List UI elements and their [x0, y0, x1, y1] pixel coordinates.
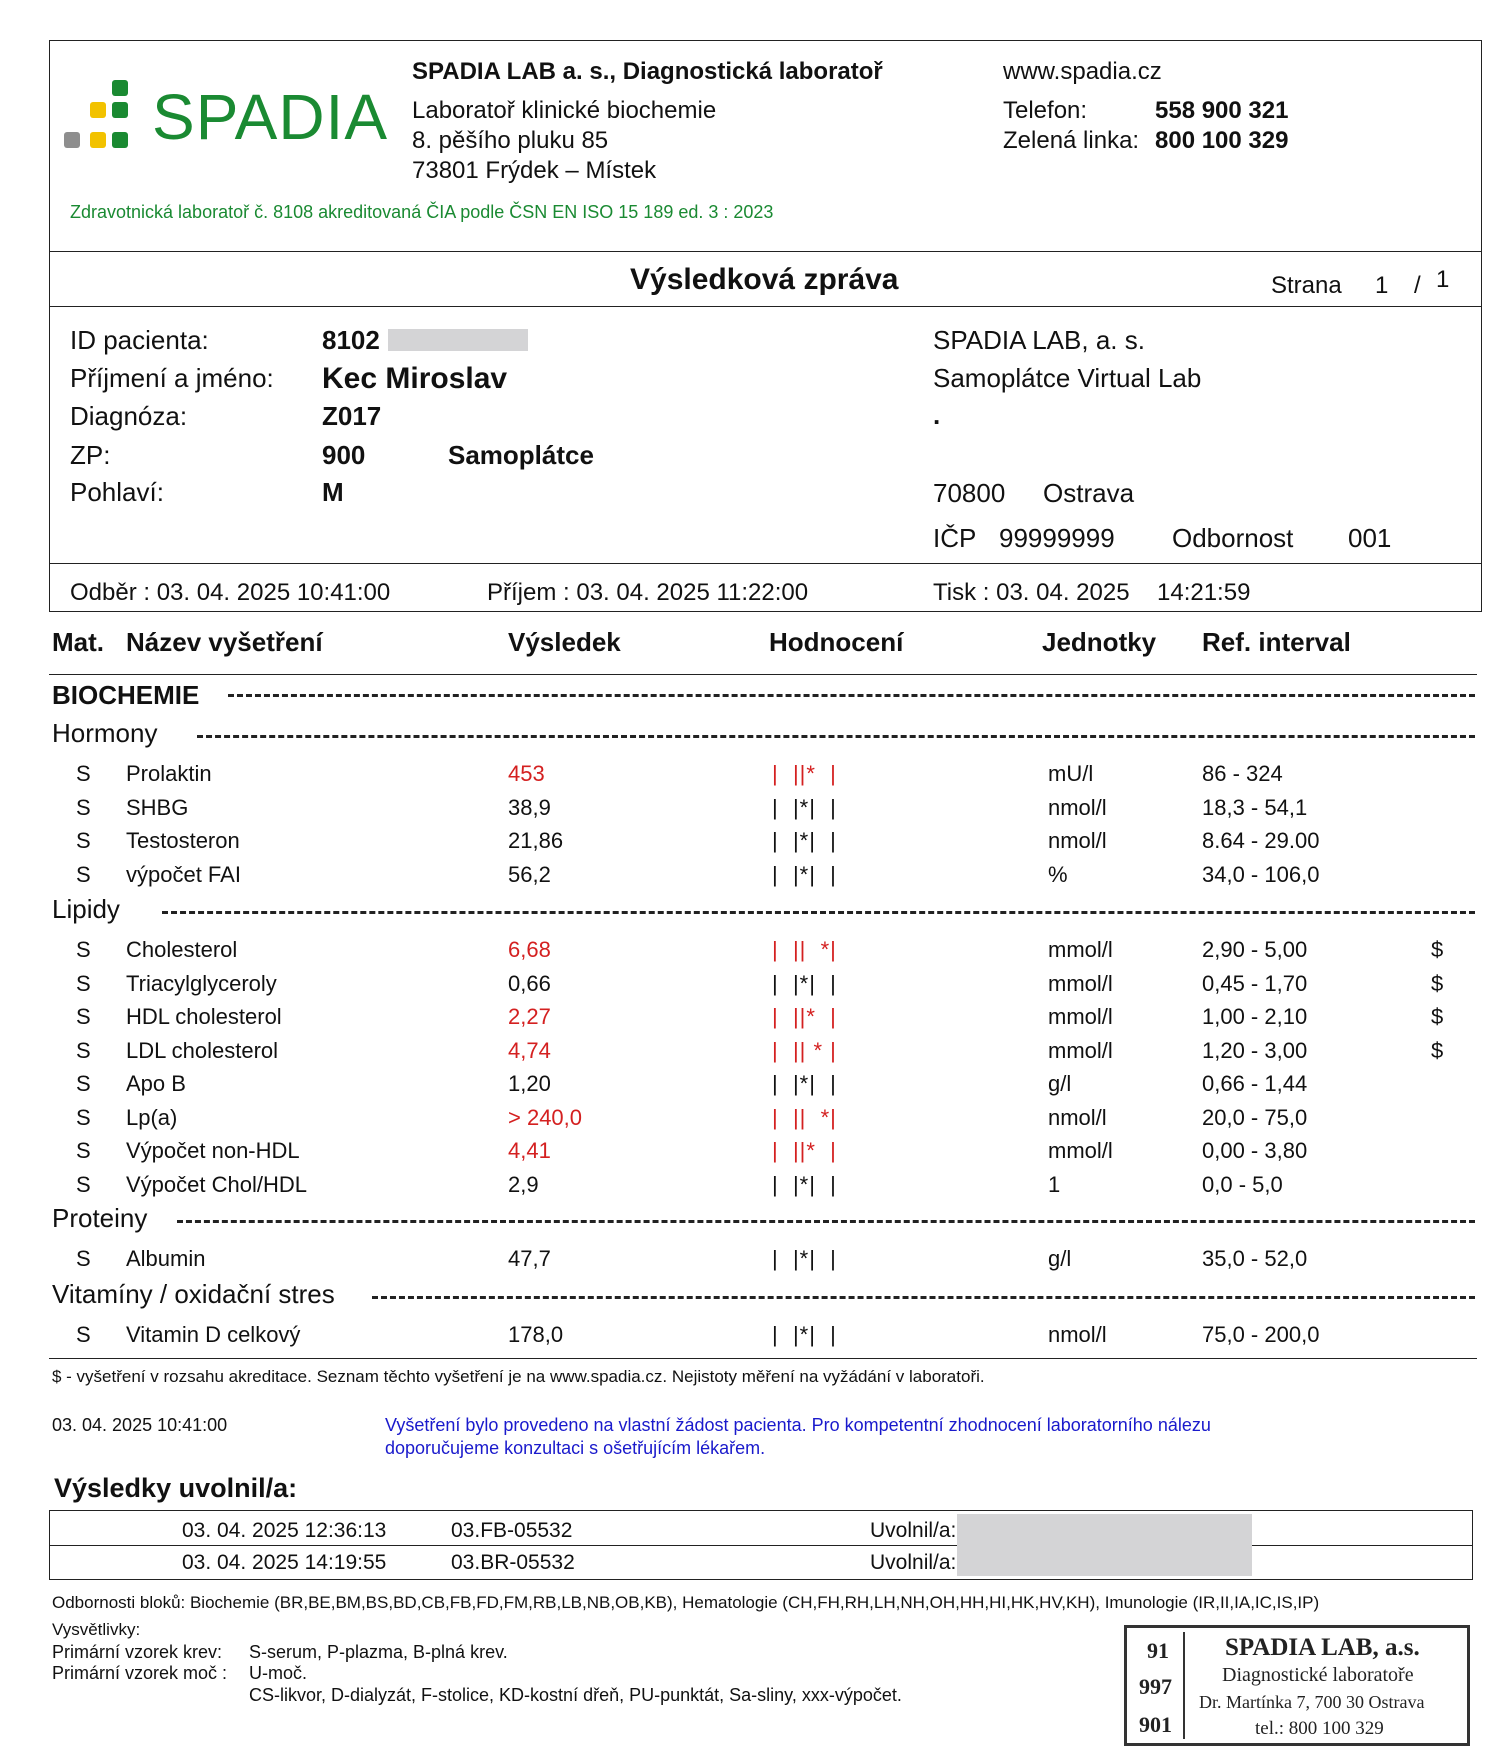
cell-ref: 1,00 - 2,10	[1202, 1004, 1308, 1029]
page-separator: /	[1414, 272, 1421, 299]
address-line: 73801 Frýdek – Místek	[412, 157, 657, 184]
cell-ref: 35,0 - 52,0	[1202, 1246, 1308, 1271]
cell-ref: 0,0 - 5,0	[1202, 1171, 1283, 1197]
logo-square	[90, 132, 106, 148]
release-code: 03.FB-05532	[451, 1519, 573, 1542]
redacted-block	[388, 329, 528, 351]
collection-date: Odběr : 03. 04. 2025 10:41:00	[70, 579, 391, 606]
stamp-code: 997	[1139, 1674, 1172, 1699]
diagnosis: Z017	[322, 401, 382, 431]
cell-eval: | ||* |	[772, 1004, 837, 1029]
hotline: 800 100 329	[1155, 127, 1289, 154]
cell-eval: | |*| |	[772, 794, 837, 820]
release-title: Výsledky uvolnil/a:	[54, 1473, 298, 1503]
address-line: 8. pěšího pluku 85	[412, 127, 609, 154]
cell-result: 47,7	[508, 1246, 551, 1271]
cell-ref: 8.64 - 29.00	[1202, 828, 1320, 853]
cell-result: 6,68	[508, 937, 551, 962]
release-datetime: 03. 04. 2025 14:19:55	[182, 1551, 387, 1574]
legend-other: CS-likvor, D-dialyzát, F-stolice, KD-kostní dřeň, PU-punktát, Sa-sliny, xxx-výpočet.	[249, 1685, 902, 1705]
cell-mat: S	[76, 1071, 91, 1096]
cell-flag: $	[1431, 937, 1444, 962]
group-title: Lipidy	[52, 894, 120, 924]
cell-ref: 75,0 - 200,0	[1202, 1322, 1320, 1347]
cell-result: 4,74	[508, 1037, 551, 1063]
cell-units: mmol/l	[1048, 970, 1113, 996]
insurer-code: 900	[322, 440, 366, 470]
sender-city: Ostrava	[1043, 478, 1135, 508]
logo-square	[112, 102, 128, 118]
print-date: Tisk : 03. 04. 2025	[933, 579, 1130, 606]
legend-urine-label: Primární vzorek moč :	[52, 1663, 228, 1683]
table-bottom-divider	[49, 1358, 1477, 1359]
group-title: Vitamíny / oxidační stres	[52, 1279, 335, 1309]
page-current: 1	[1375, 272, 1389, 299]
redacted-block	[957, 1514, 1252, 1576]
cell-name: Albumin	[126, 1246, 206, 1271]
cell-result: > 240,0	[508, 1104, 583, 1130]
release-datetime: 03. 04. 2025 12:36:13	[182, 1519, 387, 1542]
receipt-date: Příjem : 03. 04. 2025 11:22:00	[487, 579, 809, 606]
cell-mat: S	[76, 1246, 91, 1271]
cell-name: Apo B	[126, 1071, 186, 1096]
cell-units: nmol/l	[1048, 794, 1107, 820]
cell-eval: | |*| |	[772, 970, 837, 996]
cell-name: Výpočet non-HDL	[126, 1138, 300, 1163]
cell-mat: S	[76, 761, 91, 786]
website[interactable]: www.spadia.cz	[1003, 58, 1162, 85]
stamp-name: SPADIA LAB, a.s.	[1225, 1634, 1420, 1661]
release-code: 03.BR-05532	[451, 1551, 575, 1574]
patient-name: Kec Miroslav	[322, 362, 508, 395]
cell-units: mmol/l	[1048, 1138, 1113, 1163]
table-header-divider	[49, 674, 1477, 675]
release-divider	[49, 1545, 1473, 1546]
cell-eval: | ||* |	[772, 761, 837, 786]
patient-divider	[49, 563, 1482, 564]
stamp-line: Dr. Martínka 7, 700 30 Ostrava	[1199, 1692, 1425, 1712]
cell-ref: 34,0 - 106,0	[1202, 861, 1320, 887]
cell-result: 0,66	[508, 970, 551, 996]
cell-ref: 0,45 - 1,70	[1202, 970, 1308, 996]
cell-name: Výpočet Chol/HDL	[126, 1171, 307, 1197]
sender-line3: .	[933, 400, 941, 430]
company-name: SPADIA LAB a. s., Diagnostická laboratoř	[412, 58, 883, 85]
cell-ref: 20,0 - 75,0	[1202, 1104, 1308, 1130]
cell-result: 38,9	[508, 794, 551, 820]
cell-mat: S	[76, 794, 91, 820]
note-line: Vyšetření bylo provedeno na vlastní žádost pacienta. Pro kompetentní zhodnocení laboratorního nálezu	[385, 1415, 1211, 1435]
cell-units: %	[1048, 861, 1068, 887]
logo-text: SPADIA	[152, 81, 388, 153]
cell-result: 21,86	[508, 828, 564, 853]
accreditation: Zdravotnická laboratoř č. 8108 akreditovaná ČIA podle ČSN EN ISO 15 189 ed. 3 : 2023	[70, 202, 774, 222]
cell-name: HDL cholesterol	[126, 1004, 282, 1029]
cell-ref: 86 - 324	[1202, 761, 1283, 786]
logo-square	[64, 132, 80, 148]
cell-name: Vitamin D celkový	[126, 1322, 301, 1347]
patient-id-label: ID pacienta:	[70, 325, 209, 355]
cell-result: 2,27	[508, 1004, 551, 1029]
note-datetime: 03. 04. 2025 10:41:00	[52, 1415, 228, 1435]
note-line: doporučujeme konzultaci s ošetřujícím lékařem.	[385, 1438, 766, 1458]
group-dash	[177, 1220, 1475, 1223]
icp-label: IČP	[933, 523, 977, 553]
cell-name: Testosteron	[126, 828, 240, 853]
cell-mat: S	[76, 1037, 91, 1063]
sex: M	[322, 477, 344, 507]
cell-eval: | ||* |	[772, 1138, 837, 1163]
stamp-line: Diagnostické laboratoře	[1222, 1664, 1414, 1686]
title-divider	[49, 306, 1482, 307]
group-title: Proteiny	[52, 1203, 148, 1233]
cell-result: 178,0	[508, 1322, 564, 1347]
cell-mat: S	[76, 937, 91, 962]
logo-square	[112, 132, 128, 148]
cell-units: mU/l	[1048, 761, 1094, 786]
diagnosis-label: Diagnóza:	[70, 401, 188, 431]
cell-ref: 0,66 - 1,44	[1202, 1071, 1308, 1096]
col-ref: Ref. interval	[1202, 627, 1351, 657]
specialty: 001	[1348, 523, 1392, 553]
col-units: Jednotky	[1042, 627, 1157, 657]
specialty-label: Odbornost	[1172, 523, 1294, 553]
cell-result: 453	[508, 761, 545, 786]
cell-name: Triacylglyceroly	[126, 970, 277, 996]
cell-mat: S	[76, 1138, 91, 1163]
group-dash	[162, 911, 1475, 914]
address-line: Laboratoř klinické biochemie	[412, 97, 717, 124]
stamp-divider	[1183, 1632, 1185, 1739]
cell-units: mmol/l	[1048, 937, 1113, 962]
col-eval: Hodnocení	[769, 627, 904, 657]
cell-ref: 0,00 - 3,80	[1202, 1138, 1308, 1163]
cell-ref: 18,3 - 54,1	[1202, 794, 1308, 820]
section-title: BIOCHEMIE	[52, 680, 200, 710]
cell-eval: | |*| |	[772, 828, 837, 853]
cell-units: g/l	[1048, 1246, 1072, 1271]
cell-mat: S	[76, 1104, 91, 1130]
page-total: 1	[1436, 266, 1450, 293]
patient-id: 8102	[322, 325, 380, 355]
sender-zip: 70800	[933, 478, 1006, 508]
cell-units: g/l	[1048, 1071, 1072, 1096]
cell-name: Lp(a)	[126, 1104, 178, 1130]
sender-dept: Samoplátce Virtual Lab	[933, 363, 1202, 393]
col-name: Název vyšetření	[126, 627, 323, 657]
cell-mat: S	[76, 1004, 91, 1029]
legend-title: Vysvětlivky:	[52, 1620, 141, 1639]
cell-units: mmol/l	[1048, 1037, 1113, 1063]
group-dash	[372, 1296, 1475, 1299]
cell-name: Prolaktin	[126, 761, 212, 786]
cell-result: 4,41	[508, 1138, 551, 1163]
cell-mat: S	[76, 828, 91, 853]
insurer-name: Samoplátce	[448, 440, 594, 470]
patient-name-label: Příjmení a jméno:	[70, 363, 274, 393]
logo-square	[112, 80, 128, 96]
cell-result: 1,20	[508, 1071, 551, 1096]
cell-result: 2,9	[508, 1171, 539, 1197]
col-mat: Mat.	[52, 627, 104, 657]
cell-mat: S	[76, 1171, 91, 1197]
stamp-line: tel.: 800 100 329	[1255, 1718, 1384, 1739]
cell-units: nmol/l	[1048, 1104, 1107, 1130]
phone: 558 900 321	[1155, 97, 1289, 124]
cell-units: nmol/l	[1048, 1322, 1107, 1347]
sender-name: SPADIA LAB, a. s.	[933, 325, 1145, 355]
legend-blood-label: Primární vzorek krev:	[52, 1642, 223, 1662]
page-label: Strana	[1271, 272, 1342, 299]
legend-blood: S-serum, P-plazma, B-plná krev.	[249, 1642, 508, 1662]
cell-units: 1	[1048, 1171, 1061, 1197]
cell-flag: $	[1431, 970, 1444, 996]
header-divider	[49, 251, 1482, 252]
cell-ref: 1,20 - 3,00	[1202, 1037, 1308, 1063]
release-label: Uvolnil/a:	[870, 1551, 957, 1574]
cell-name: Cholesterol	[126, 937, 238, 962]
group-title: Hormony	[52, 718, 158, 748]
section-dash	[228, 694, 1475, 697]
legend-blocks: Odbornosti bloků: Biochemie (BR,BE,BM,BS,BD,CB,FB,FD,FM,RB,LB,NB,OB,KB), Hematologie (CH,FH,RH,LH,NH,OH,HH,HI,HK,HV,KH), Imunologie (IR,II,IA,IC,IS,IP)	[52, 1593, 1320, 1612]
cell-mat: S	[76, 970, 91, 996]
release-label: Uvolnil/a:	[870, 1519, 957, 1542]
logo-square	[90, 102, 106, 118]
cell-units: mmol/l	[1048, 1004, 1113, 1029]
cell-ref: 2,90 - 5,00	[1202, 937, 1308, 962]
report-title: Výsledková zpráva	[630, 263, 899, 296]
cell-flag: $	[1431, 1004, 1444, 1029]
cell-name: výpočet FAI	[126, 861, 241, 887]
cell-eval: | |*| |	[772, 1322, 837, 1347]
lab-stamp	[1124, 1625, 1470, 1746]
cell-mat: S	[76, 861, 91, 887]
cell-eval: | |*| |	[772, 1071, 837, 1096]
cell-eval: | |*| |	[772, 1246, 837, 1271]
cell-eval: | || *|	[772, 1104, 837, 1130]
cell-name: LDL cholesterol	[126, 1037, 279, 1063]
cell-eval: | || * |	[772, 1037, 837, 1063]
cell-eval: | |*| |	[772, 1171, 837, 1197]
print-time: 14:21:59	[1157, 579, 1251, 606]
insurer-label: ZP:	[70, 440, 111, 470]
cell-units: nmol/l	[1048, 828, 1107, 853]
cell-flag: $	[1431, 1037, 1444, 1063]
hotline-label: Zelená linka:	[1003, 127, 1140, 154]
sex-label: Pohlaví:	[70, 477, 164, 507]
cell-mat: S	[76, 1322, 91, 1347]
stamp-code: 91	[1147, 1638, 1169, 1663]
cell-eval: | |*| |	[772, 861, 837, 887]
icp: 99999999	[999, 523, 1115, 553]
phone-label: Telefon:	[1003, 97, 1088, 124]
cell-result: 56,2	[508, 861, 551, 887]
group-dash	[197, 735, 1475, 738]
stamp-code: 901	[1139, 1712, 1172, 1737]
cell-name: SHBG	[126, 794, 189, 820]
cell-eval: | || *|	[772, 937, 837, 962]
col-result: Výsledek	[508, 627, 621, 657]
legend-urine: U-moč.	[249, 1663, 307, 1683]
footnote: $ - vyšetření v rozsahu akreditace. Seznam těchto vyšetření je na www.spadia.cz. Nejistoty měření na vyžádání v laboratoři.	[52, 1367, 985, 1386]
